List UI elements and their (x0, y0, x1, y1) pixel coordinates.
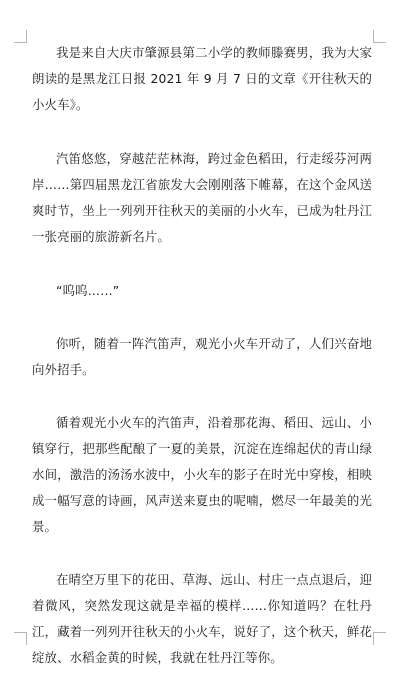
paragraph-whistle-journey: 汽笛悠悠，穿越茫茫林海，跨过金色稻田，行走绥芬河两岸……第四届黑龙江省旅发大会刚刚落下帷幕，在这个金风送爽时节，坐上一列列开往秋天的美丽的小火车，已成为牡丹江一张亮丽的旅游新名片。 (32, 151, 372, 244)
paragraph-train-departs: 你听，随着一阵汽笛声，观光小火车开动了，人们兴奋地向外招手。 (32, 336, 372, 377)
crop-mark-top-left (14, 30, 27, 43)
paragraph-whistle-sound: “呜呜……” (56, 283, 120, 298)
crop-mark-top-right (373, 30, 386, 43)
paragraph-intro: 我是来自大庆市肇源县第二小学的教师滕赛男，我为大家朗读的是黑龙江日报 2021 年 9 月 7 日的文章《开往秋天的小火车》。 (32, 45, 372, 112)
paragraph-invitation: 在晴空万里下的花田、草海、远山、村庄一点点退后，迎着微风，突然发现这就是幸福的模样……你知道吗？在牡丹江，藏着一列列开往秋天的小火车，说好了，这个秋天，鲜花绽放、水稻金黄的时候，我就在牡丹江等你。 (32, 572, 372, 665)
document-body (32, 40, 372, 671)
crop-mark-bottom-left (14, 632, 27, 645)
paragraph-scenery: 循着观光小火车的汽笛声，沿着那花海、稻田、远山、小镇穿行，把那些配酿了一夏的美景，沉淀在连绵起伏的青山绿水间，激浩的汤汤水波中，小火车的影子在时光中穿梭，相映成一幅写意的诗画，风声送来夏虫的呢喃，燃尽一年最美的光景。 (32, 415, 372, 534)
crop-mark-bottom-right (373, 632, 386, 645)
